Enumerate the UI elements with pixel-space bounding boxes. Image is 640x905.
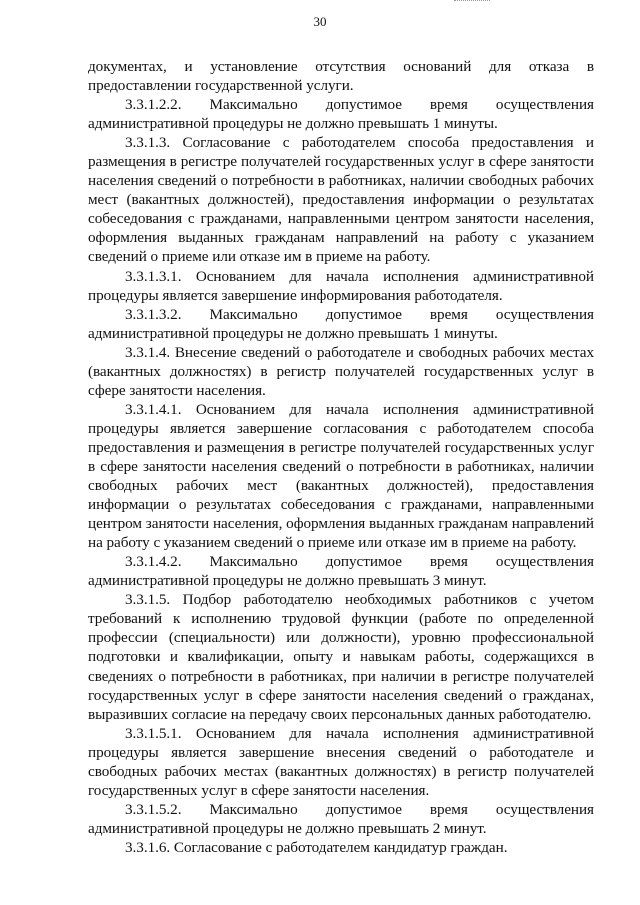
- document-body: [88, 57, 594, 857]
- paragraph-3-3-1-3-2: 3.3.1.3.2. Максимально допустимое время осуществления административной процедуры не должно превышать 1 минуты.: [88, 305, 594, 342]
- paragraph-3-3-1-2-2: 3.3.1.2.2. Максимально допустимое время осуществления административной процедуры не должно превышать 1 минуты.: [88, 96, 594, 133]
- paragraph-3-3-1-3-1: 3.3.1.3.1. Основанием для начала исполнения административной процедуры является завершение информирования работодателя.: [88, 267, 594, 304]
- paragraph-3-3-1-6: 3.3.1.6. Согласование с работодателем кандидатур граждан.: [125, 838, 508, 856]
- paragraph-3-3-1-4-2: 3.3.1.4.2. Максимально допустимое время осуществления административной процедуры не должно превышать 3 минут.: [88, 553, 594, 590]
- paragraph-3-3-1-5-2: 3.3.1.5.2. Максимально допустимое время осуществления административной процедуры не должно превышать 2 минут.: [88, 800, 594, 837]
- paragraph-3-3-1-5-1: 3.3.1.5.1. Основанием для начала исполнения административной процедуры является завершение внесения сведений о работодателе и свободных рабочих местах (вакантных должностях) в регистр получателей государственных услуг в сфере занятости населения.: [88, 724, 594, 799]
- paragraph-continuation: документах, и установление отсутствия оснований для отказа в предоставлении государственной услуги.: [88, 58, 594, 95]
- paragraph-3-3-1-4-1: 3.3.1.4.1. Основанием для начала исполнения административной процедуры является завершение согласования с работодателем способа предоставления и размещения в регистре получателей государственных услуг в сфере занятости населения сведений о потребности в работниках, наличии свободных рабочих мест (вакантных должностей), предоставления информации о результатах собеседования с гражданами, направленными центром занятости населения, оформления выданных гражданам направлений на работу с указанием сведений о приеме или отказе им в приеме на работу.: [88, 400, 594, 552]
- paragraph-3-3-1-4: 3.3.1.4. Внесение сведений о работодателе и свободных рабочих местах (вакантных должностях) в регистр получателей государственных услуг в сфере занятости населения.: [88, 343, 594, 399]
- paragraph-3-3-1-5: 3.3.1.5. Подбор работодателю необходимых работников с учетом требований к исполнению трудовой функции (работе по определенной профессии (специальности) или должности), уровню профессиональной подготовки и квалификации, опыту и навыкам работы, содержащихся в сведениях о потребности в работниках, при наличии в регистре получателей государственных услуг в сфере занятости населения сведений о гражданах, выразивших согласие на передачу своих персональных данных работодателю.: [88, 591, 594, 723]
- page-number: 30: [313, 14, 327, 29]
- scan-edge-mark: [454, 0, 490, 4]
- paragraph-3-3-1-3: 3.3.1.3. Согласование с работодателем способа предоставления и размещения в регистре получателей государственных услуг в сфере занятости населения сведений о потребности в работниках, наличии свободных рабочих мест (вакантных должностей), предоставления информации о результатах собеседования с гражданами, направленными центром занятости населения, оформления выданных гражданам направлений на работу с указанием сведений о приеме или отказе им в приеме на работу.: [88, 134, 594, 266]
